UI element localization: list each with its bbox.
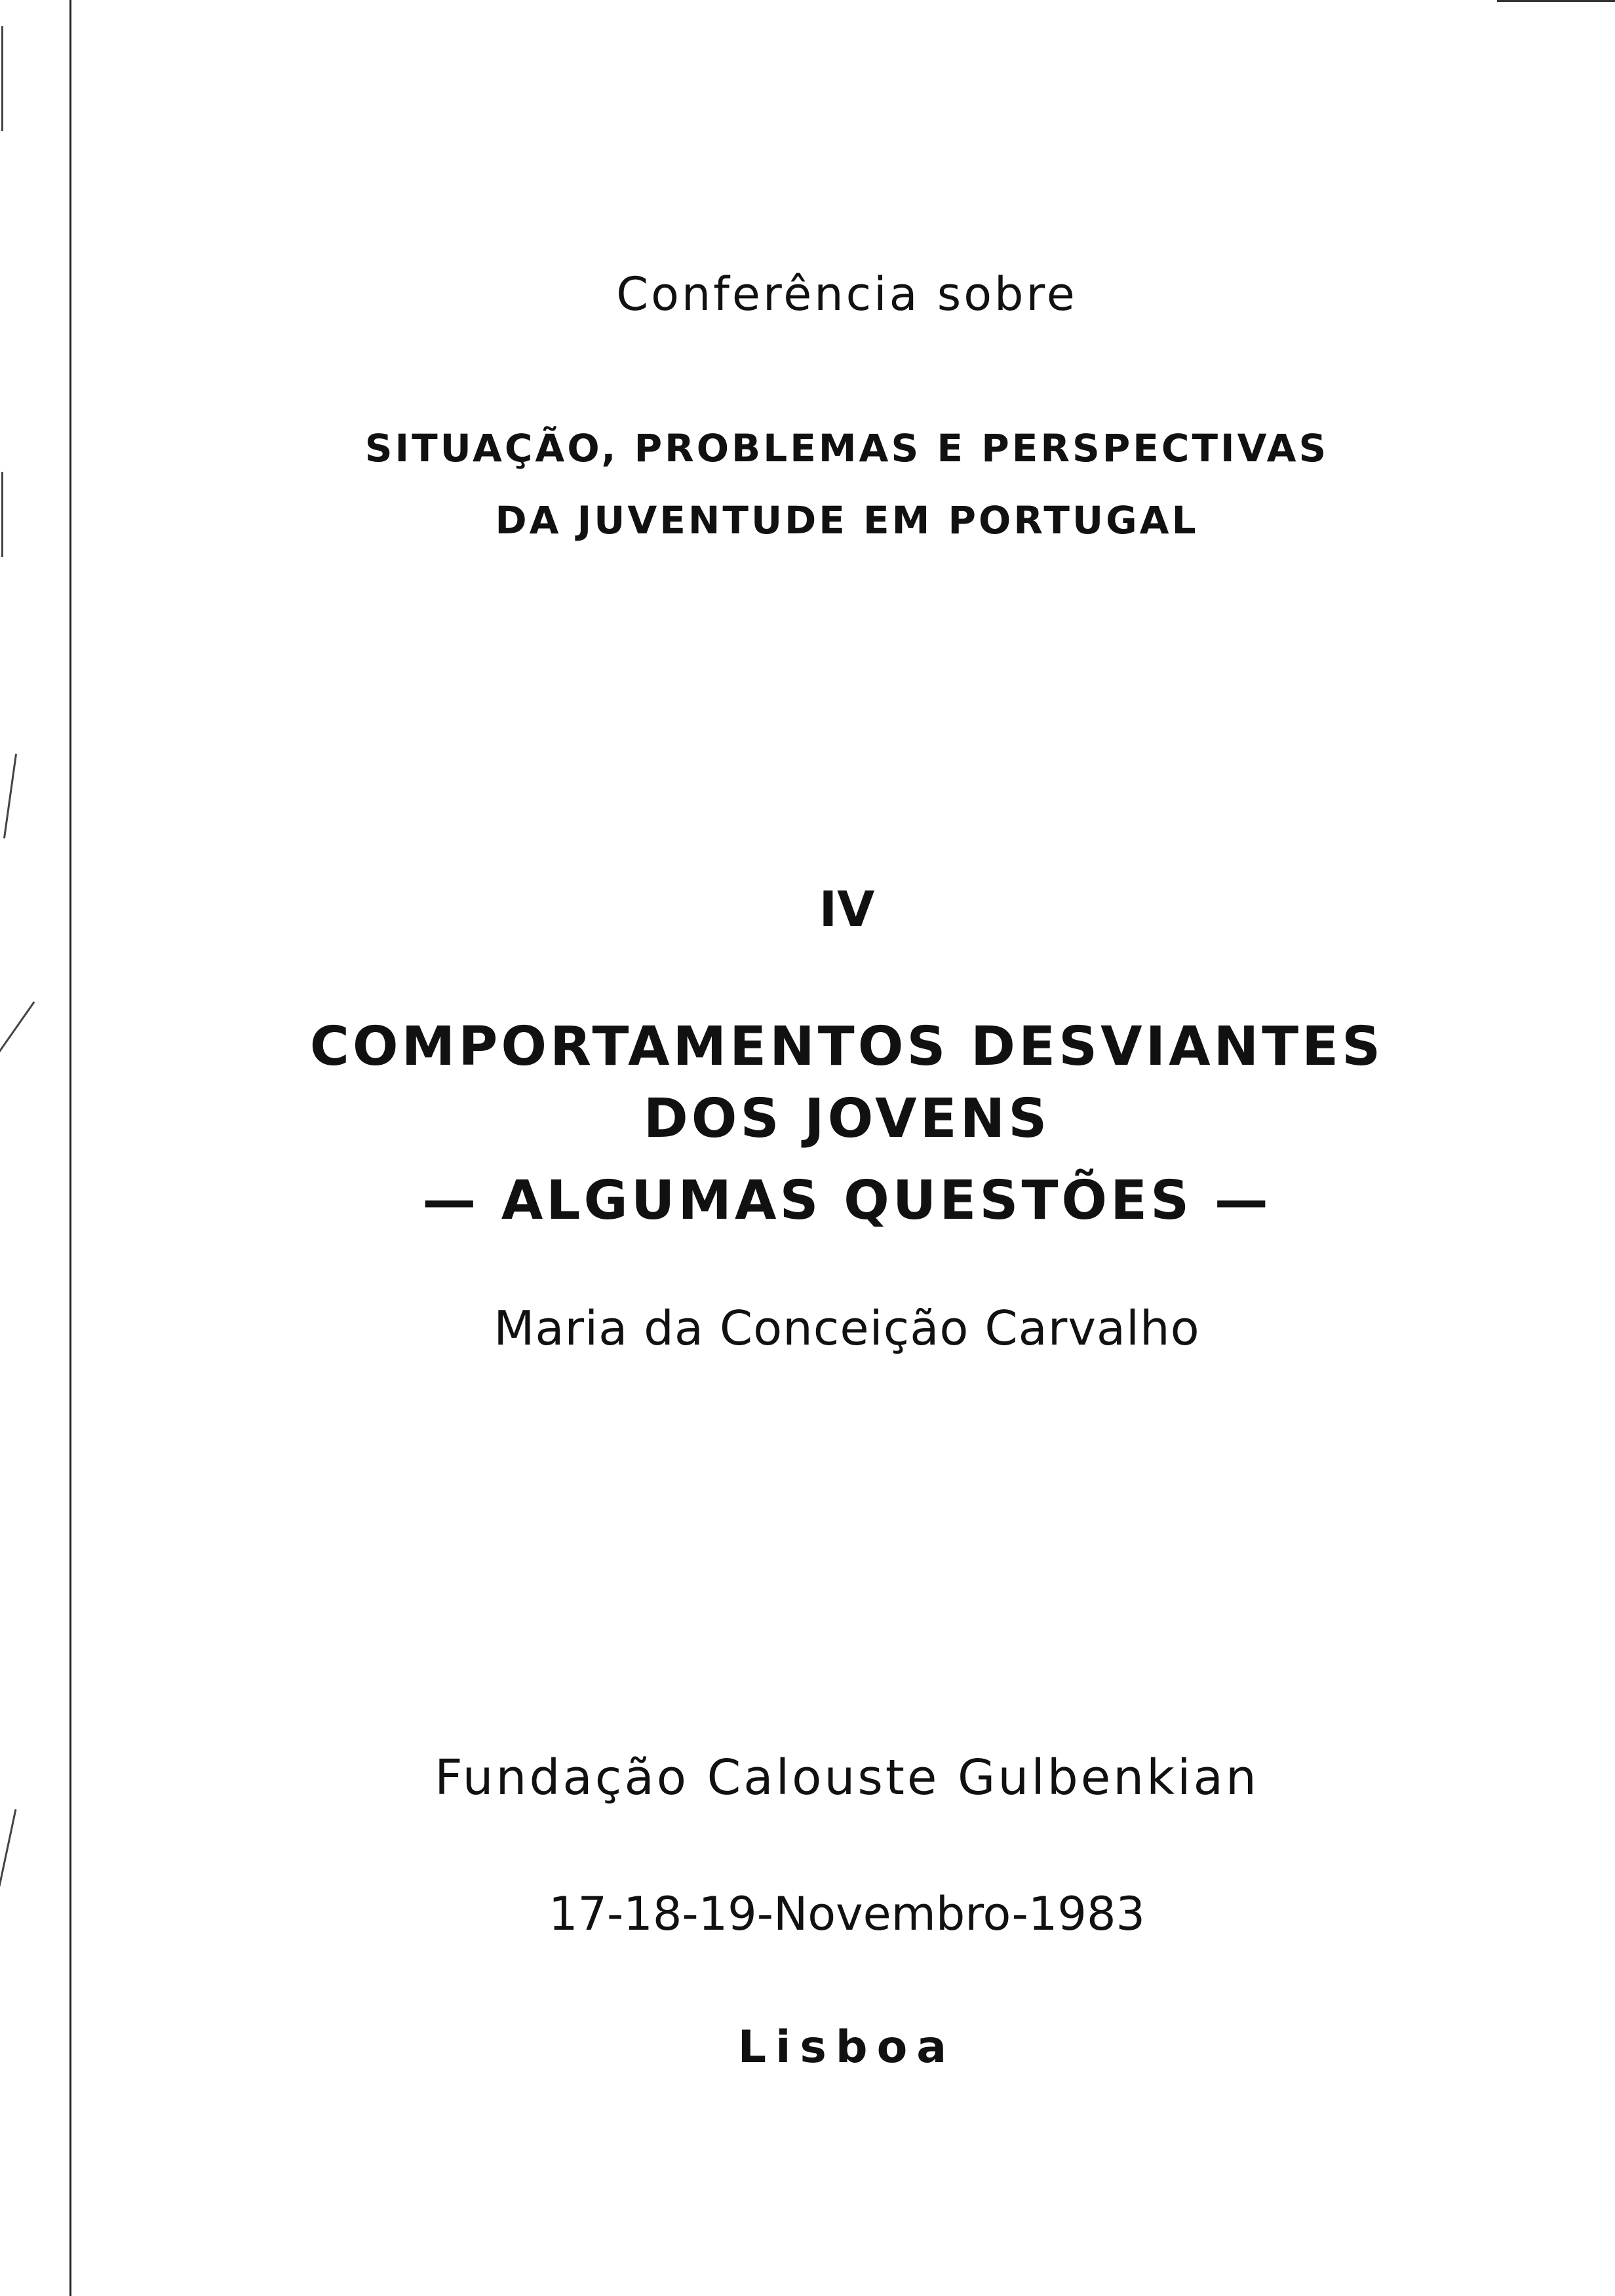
paper-title-line-3: — ALGUMAS QUESTÕES — [422,1170,1272,1232]
paper-title-line-1: COMPORTAMENTOS DESVIANTES [309,1016,1384,1078]
scan-edge-top-line [1497,0,1615,2]
scan-edge-mark [0,1809,16,1886]
volume-number: IV [819,881,875,938]
author-name: Maria da Conceição Carvalho [494,1301,1200,1356]
conference-city: Lisboa [737,2021,956,2073]
conference-intro: Conferência sobre [616,267,1078,321]
conference-title-line-2: DA JUVENTUDE EM PORTUGAL [495,498,1199,543]
conference-title-line-1: SITUAÇÃO, PROBLEMAS E PERSPECTIVAS [364,426,1329,470]
scan-edge-mark [1,26,3,131]
institution-name: Fundação Calouste Gulbenkian [435,1750,1259,1806]
paper-title-line-2: DOS JOVENS [643,1088,1051,1150]
scan-edge-mark [3,754,17,838]
conference-date: 17-18-19-Novembro-1983 [548,1887,1146,1941]
